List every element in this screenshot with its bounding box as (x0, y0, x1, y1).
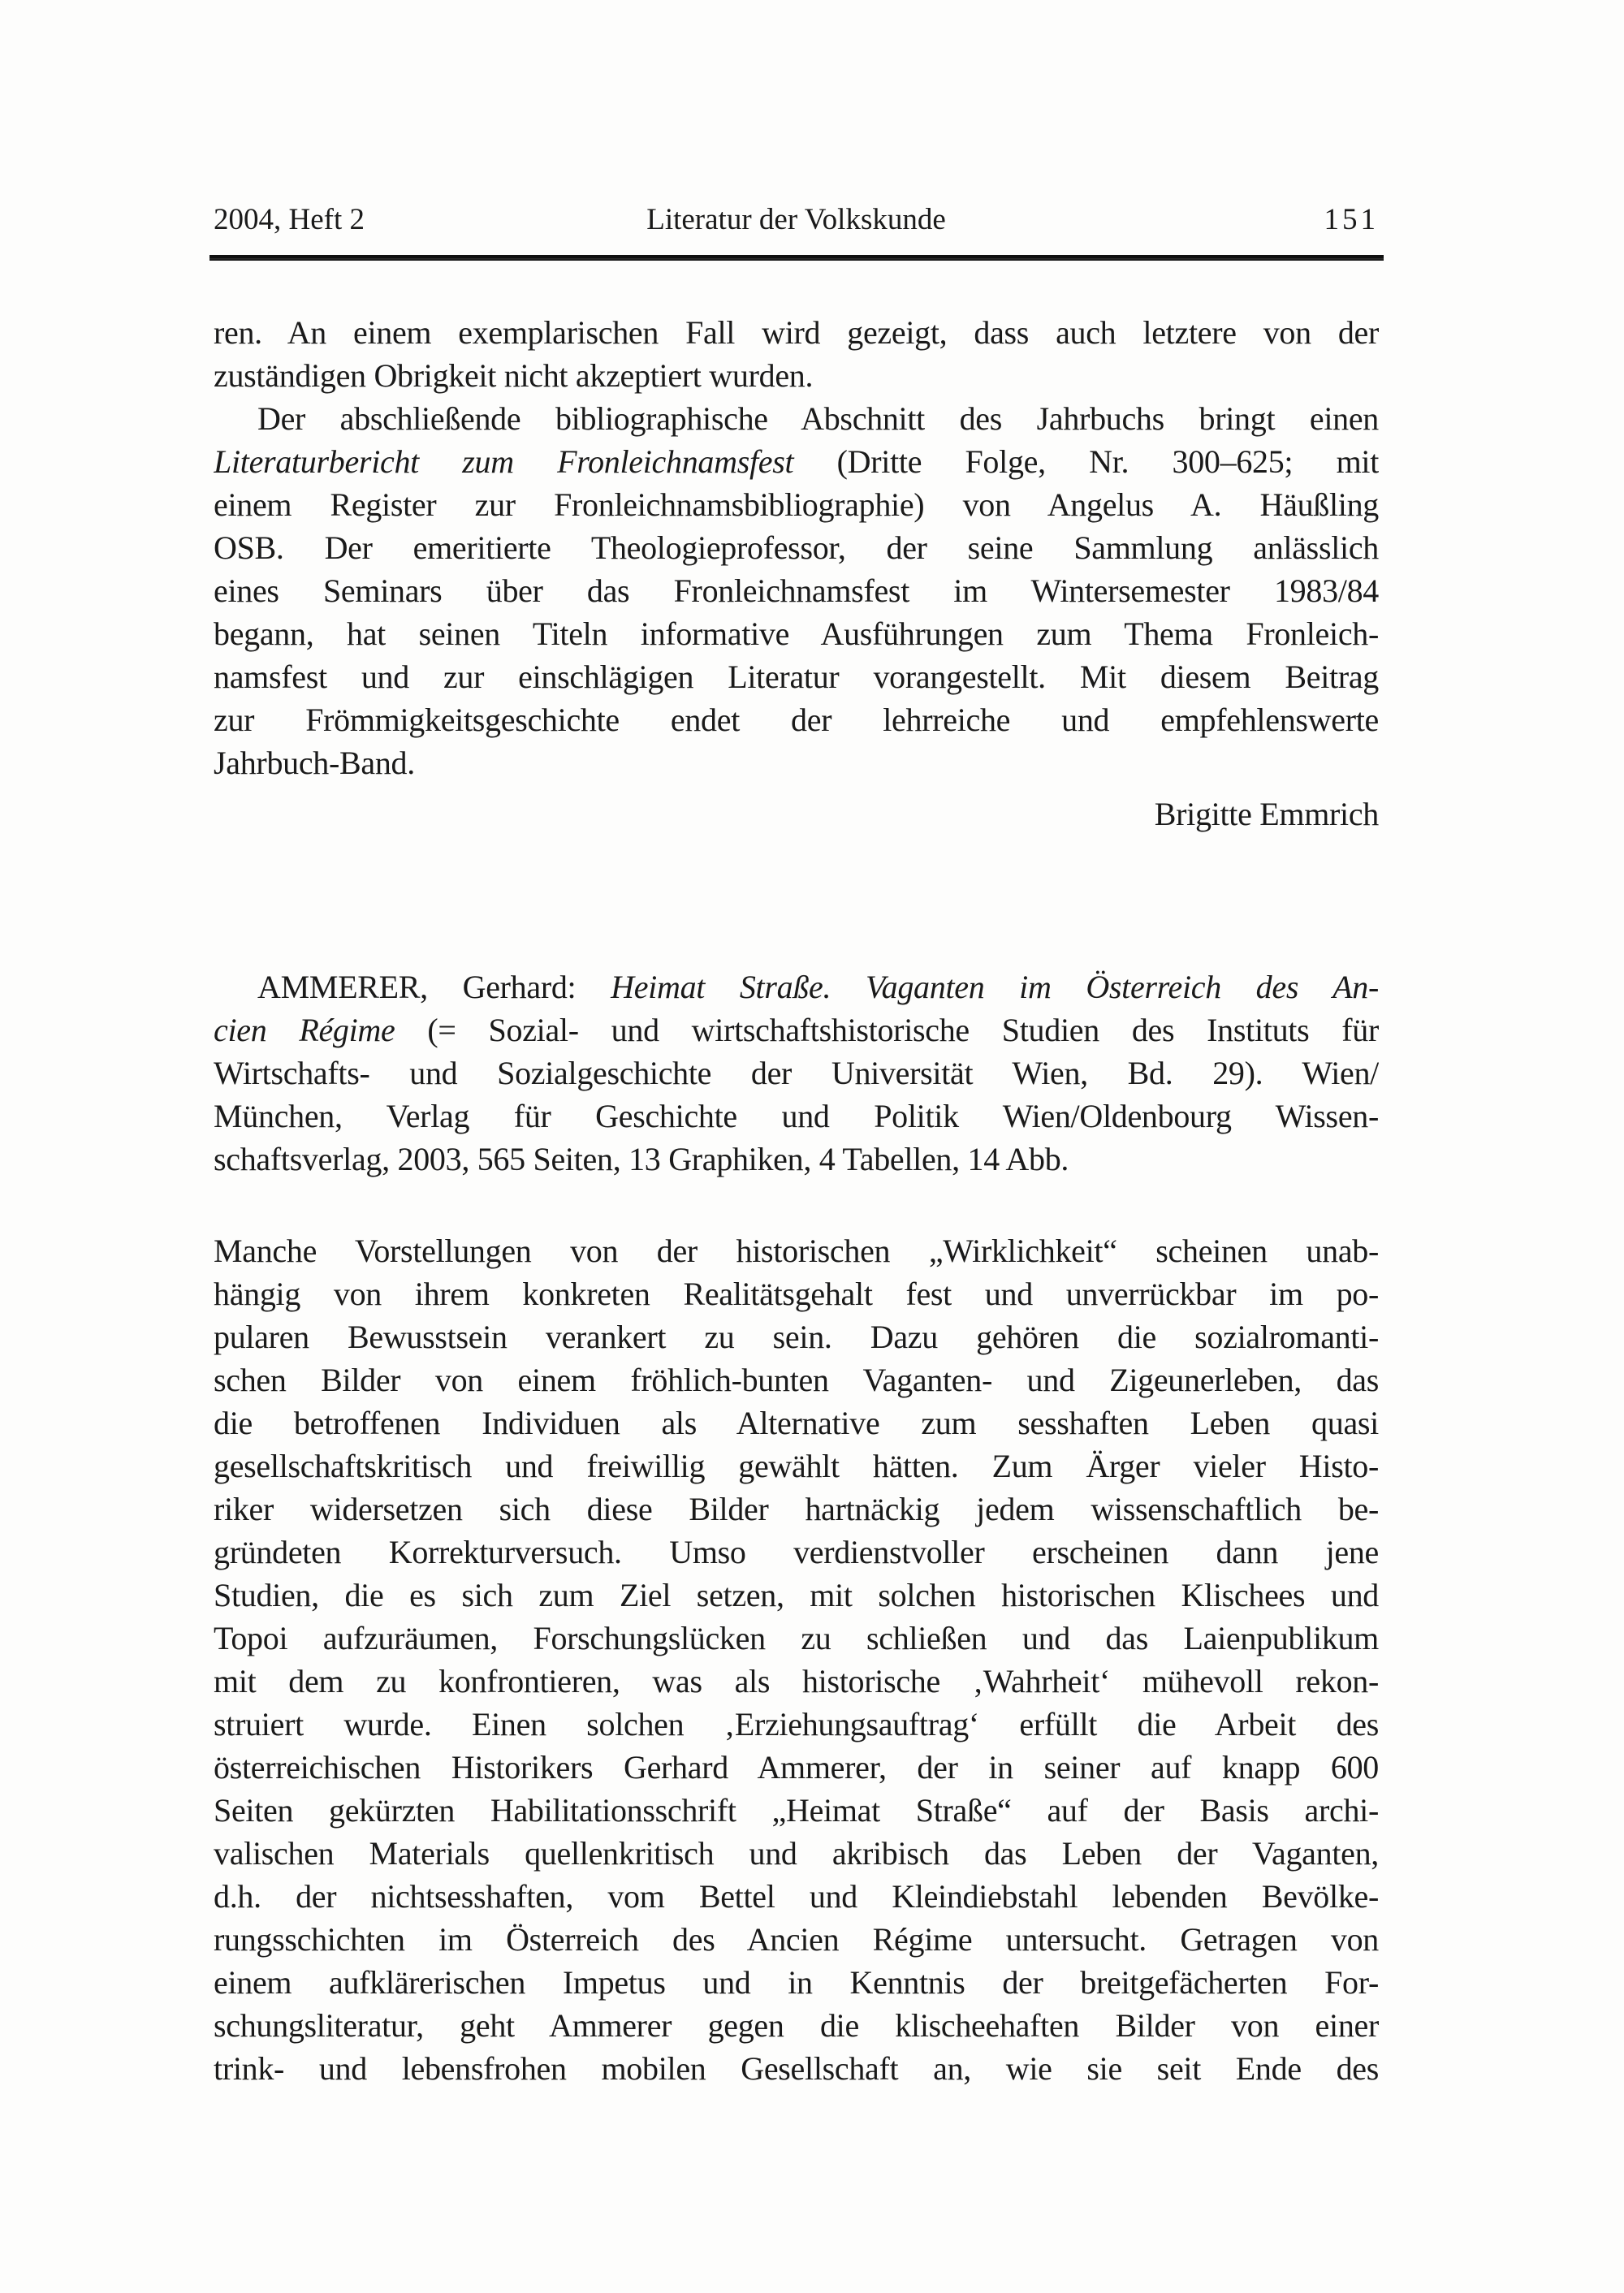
text-line: österreichischen Historikers Gerhard Ammerer, der in seiner auf knapp 600 (214, 1749, 1379, 1786)
text-line: Seiten gekürzten Habilitationsschrift „Heimat Straße“ auf der Basis archi- (214, 1792, 1379, 1829)
text-run: (Dritte Folge, Nr. 300–625; mit (793, 443, 1379, 480)
text-line (214, 440, 1379, 483)
text-line: namsfest und zur einschlägigen Literatur vorangestellt. Mit diesem Beitrag (214, 659, 1379, 695)
text-line: gründeten Korrekturversuch. Umso verdienstvoller erscheinen dann jene (214, 1534, 1379, 1570)
header-rule (209, 255, 1384, 261)
text-line: pularen Bewusstsein verankert zu sein. Dazu gehören die sozialromanti- (214, 1319, 1379, 1355)
text-line: ren. An einem exemplarischen Fall wird gezeigt, dass auch letztere von der (214, 314, 1379, 351)
text-line: schen Bilder von einem fröhlich-bunten Vaganten- und Zigeunerleben, das (214, 1362, 1379, 1398)
review-body-paragraph (214, 1229, 1379, 2090)
header-page-number: 151 (1324, 203, 1379, 236)
text-line: OSB. Der emeritierte Theologieprofessor, der seine Sammlung anlässlich (214, 529, 1379, 566)
text-line: Studien, die es sich zum Ziel setzen, mit solchen historischen Klischees und (214, 1577, 1379, 1613)
reviewer-signature: Brigitte Emmrich (1154, 796, 1379, 832)
text-line: d.h. der nichtsesshaften, vom Bettel und Kleindiebstahl lebenden Bevölke- (214, 1878, 1379, 1915)
running-header (214, 203, 1379, 240)
text-line (214, 965, 1379, 1008)
page-text-block (214, 311, 1379, 2090)
text-run-italic: Literaturbericht zum Fronleichnamsfest (214, 443, 794, 480)
text-line: rungsschichten im Österreich des Ancien Régime untersucht. Getragen von (214, 1921, 1379, 1958)
text-line: zuständigen Obrigkeit nicht akzeptiert wurden. (214, 357, 814, 394)
text-line: Jahrbuch-Band. (214, 745, 415, 781)
text-line: begann, hat seinen Titeln informative Ausführungen zum Thema Fronleich- (214, 615, 1379, 652)
text-line: schaftsverlag, 2003, 565 Seiten, 13 Graphiken, 4 Tabellen, 14 Abb. (214, 1141, 1069, 1177)
text-line: zur Frömmigkeitsgeschichte endet der lehrreiche und empfehlenswerte (214, 702, 1379, 738)
review-end-paragraph-1 (214, 311, 1379, 397)
text-line: einem Register zur Fronleichnamsbibliographie) von Angelus A. Häußling (214, 486, 1379, 523)
text-line: die betroffenen Individuen als Alternative zum sesshaften Leben quasi (214, 1405, 1379, 1441)
text-line: riker widersetzen sich diese Bilder hartnäckig jedem wissenschaftlich be- (214, 1491, 1379, 1527)
text-line: trink- und lebensfrohen mobilen Gesellschaft an, wie sie seit Ende des (214, 2050, 1379, 2087)
text-line: München, Verlag für Geschichte und Politik Wien/Oldenbourg Wissen- (214, 1098, 1379, 1134)
text-line: Manche Vorstellungen von der historischen „Wirklichkeit“ scheinen unab- (214, 1233, 1379, 1269)
text-run-italic: Heimat Straße. Vaganten im Österreich des An- (611, 969, 1379, 1005)
text-line: einem aufklärerischen Impetus und in Kenntnis der breitgefächerten For- (214, 1964, 1379, 2001)
text-line: Topoi aufzuräumen, Forschungslücken zu schließen und das Laienpublikum (214, 1620, 1379, 1656)
text-line: Der abschließende bibliographische Abschnitt des Jahrbuchs bringt einen (257, 400, 1379, 437)
text-line: Wirtschafts- und Sozialgeschichte der Universität Wien, Bd. 29). Wien/ (214, 1055, 1379, 1091)
header-journal-title: Literatur der Volkskunde (646, 203, 946, 236)
text-run: (= Sozial- und wirtschaftshistorische Studien des Instituts für (395, 1012, 1379, 1048)
text-run: AMMERER, Gerhard: (257, 969, 611, 1005)
text-line: struiert wurde. Einen solchen ‚Erziehungsauftrag‘ erfüllt die Arbeit des (214, 1706, 1379, 1742)
text-line: valischen Materials quellenkritisch und akribisch das Leben der Vaganten, (214, 1835, 1379, 1872)
text-run-italic: cien Régime (214, 1012, 395, 1048)
bibliographic-entry (214, 965, 1379, 1181)
header-issue: 2004, Heft 2 (214, 203, 365, 236)
text-line (214, 1008, 1379, 1051)
text-line: hängig von ihrem konkreten Realitätsgehalt fest und unverrückbar im po- (214, 1276, 1379, 1312)
text-line: eines Seminars über das Fronleichnamsfest im Wintersemester 1983/84 (214, 572, 1379, 609)
review-end-paragraph-2 (214, 397, 1379, 784)
text-line: mit dem zu konfrontieren, was als historische ‚Wahrheit‘ mühevoll rekon- (214, 1663, 1379, 1699)
text-line: gesellschaftskritisch und freiwillig gewählt hätten. Zum Ärger vieler Histo- (214, 1448, 1379, 1484)
text-line: schungsliteratur, geht Ammerer gegen die klischeehaften Bilder von einer (214, 2007, 1379, 2044)
